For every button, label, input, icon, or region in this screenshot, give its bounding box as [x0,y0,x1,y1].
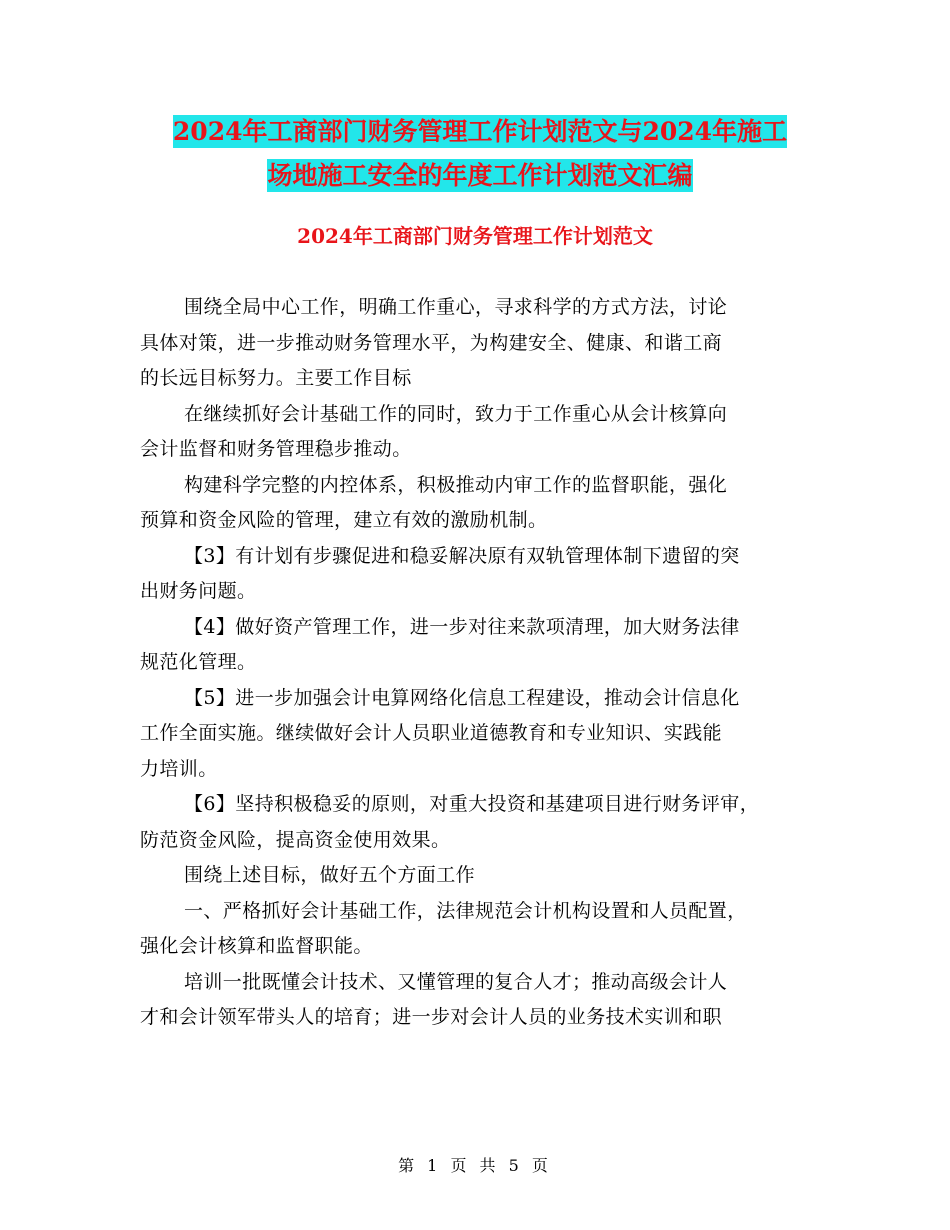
title-line-1: 2024年工商部门财务管理工作计划范文与2024年施工 [172,117,788,146]
text-line: 【5】进一步加强会计电算网络化信息工程建设，推动会计信息化 [184,686,740,709]
text-line: 构建科学完整的内控体系，积极推动内审工作的监督职能，强化 [184,473,728,496]
text-line: 防范资金风险，提高资金使用效果。 [140,828,451,851]
page-footer: 第 1 页 共 5 页 [398,1156,552,1175]
text-line: 培训一批既懂会计技术、又懂管理的复合人才；推动高级会计人 [184,970,728,993]
text-line: 工作全面实施。继续做好会计人员职业道德教育和专业知识、实践能 [140,722,723,744]
text-line: 【6】坚持积极稳妥的原则，对重大投资和基建项目进行财务评审， [184,793,760,815]
body-text [140,290,820,1036]
text-line: 围绕全局中心工作，明确工作重心，寻求科学的方式方法，讨论 [184,296,728,318]
section-title: 2024年工商部门财务管理工作计划范文 [297,224,653,248]
text-line: 预算和资金风险的管理，建立有效的激励机制。 [140,509,548,531]
text-line: 【4】做好资产管理工作，进一步对往来款项清理，加大财务法律 [184,615,740,638]
text-line: 会计监督和财务管理稳步推动。 [140,438,412,460]
text-line: 在继续抓好会计基础工作的同时，致力于工作重心从会计核算向 [184,402,728,425]
text-line: 才和会计领军带头人的培育；进一步对会计人员的业务技术实训和职 [140,1006,723,1028]
text-line: 规范化管理。 [140,651,257,673]
text-line: 一、严格抓好会计基础工作，法律规范会计机构设置和人员配置， [184,899,747,922]
text-line: 具体对策，进一步推动财务管理水平，为构建安全、健康、和谐工商 [140,331,723,354]
text-line: 围绕上述目标，做好五个方面工作 [184,864,476,886]
title-line-2: 场地施工安全的年度工作计划范文汇编 [267,161,693,190]
text-line: 【3】有计划有步骤促进和稳妥解决原有双轨管理体制下遗留的突 [184,544,740,567]
text-line: 力培训。 [140,757,218,780]
text-line: 出财务问题。 [140,580,257,602]
text-line: 强化会计核算和监督职能。 [140,935,373,957]
text-line: 的长远目标努力。主要工作目标 [140,367,412,389]
document-title [140,110,820,198]
